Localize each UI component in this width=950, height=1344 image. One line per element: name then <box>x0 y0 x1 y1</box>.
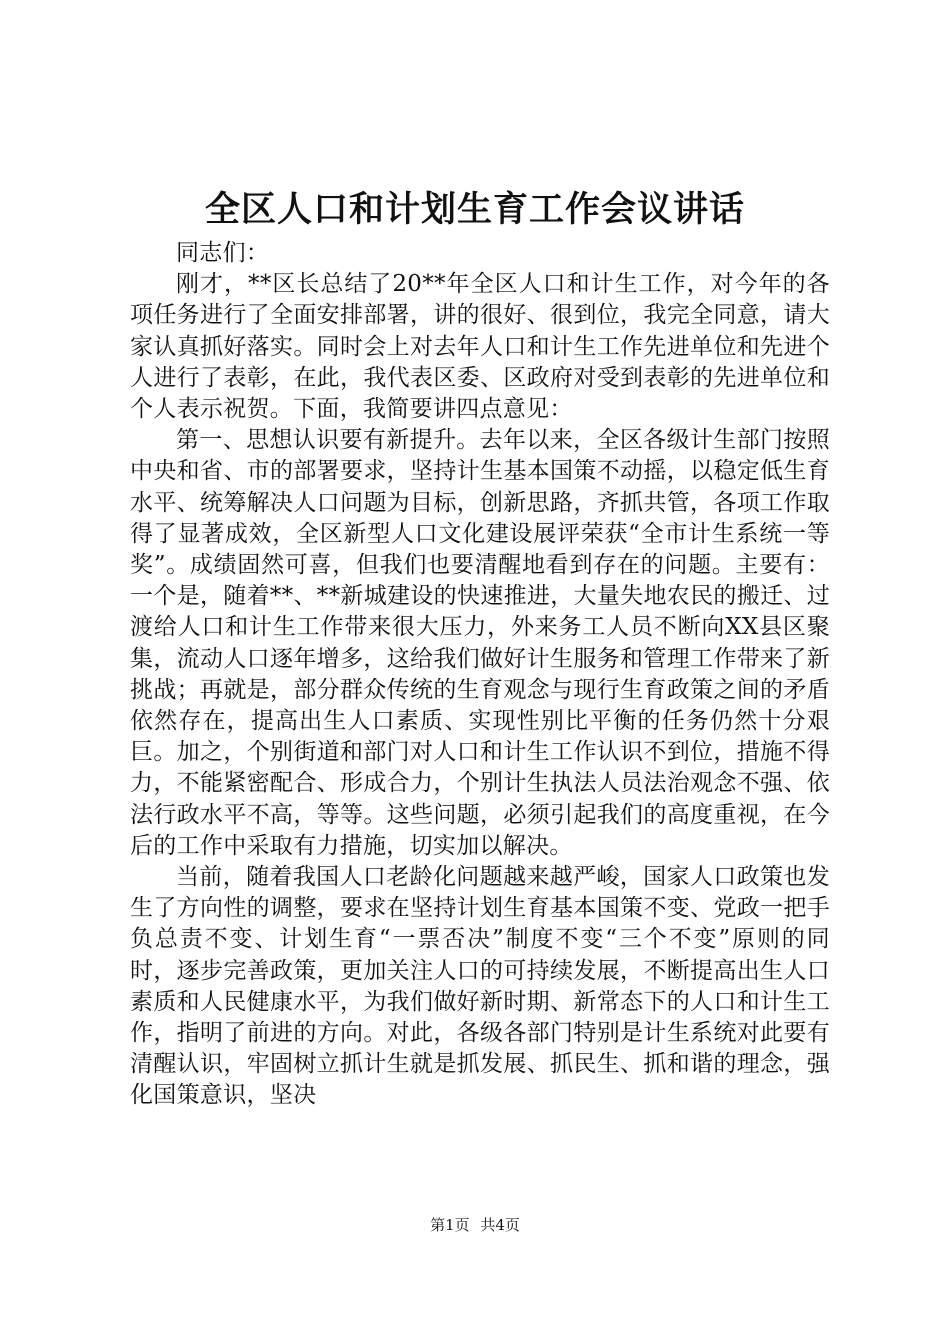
paragraph-3: 当前，随着我国人口老龄化问题越来越严峻，国家人口政策也发生了方向性的调整，要求在坚持计划生育基本国策不变、党政一把手负总责不变、计划生育“一票否决”制度不变“三个不变”原则的同时，逐步完善政策，更加关注人口的可持续发展，不断提高出生人口素质和人民健康水平，为我们做好新时期、新常态下的人口和计生工作，指明了前进的方向。对此，各级各部门特别是计生系统对此要有清醒认识，牢固树立抓计生就是抓发展、抓民生、抓和谐的理念，强化国策意识，坚决 <box>130 864 830 1109</box>
page-number: 第1页 <box>430 1216 470 1234</box>
document-body <box>130 238 830 1112</box>
paragraph-2: 第一、思想认识要有新提升。去年以来，全区各级计生部门按照中央和省、市的部署要求，坚持计生基本国策不动摇，以稳定低生育水平、统筹解决人口问题为目标，创新思路，齐抓共管，各项工作取得了显著成效，全区新型人口文化建设展评荣获“全市计生系统一等奖”。成绩固然可喜，但我们也要清醒地看到存在的问题。主要有：一个是，随着**、**新城建设的快速推进，大量失地农民的搬迁、过渡给人口和计生工作带来很大压力，外来务工人员不断向XX县区聚集，流动人口逐年增多，这给我们做好计生服务和管理工作带来了新挑战；再就是，部分群众传统的生育观念与现行生育政策之间的矛盾依然存在，提高出生人口素质、实现性别比平衡的任务仍然十分艰巨。加之，个别街道和部门对人口和计生工作认识不到位，措施不得力，不能紧密配合、形成合力，个别计生执法人员法治观念不强、依法行政水平不高，等等。这些问题，必须引起我们的高度重视，在今后的工作中采取有力措施，切实加以解决。 <box>130 427 830 859</box>
page-footer <box>0 1214 950 1236</box>
salutation: 同志们： <box>176 240 270 266</box>
document-title: 全区人口和计划生育工作会议讲话 <box>204 189 745 230</box>
paragraph-1: 刚才，**区长总结了20**年全区人口和计生工作，对今年的各项任务进行了全面安排部署，讲的很好、很到位，我完全同意，请大家认真抓好落实。同时会上对去年人口和计生工作先进单位和先进个人进行了表彰，在此，我代表区委、区政府对受到表彰的先进单位和个人表示祝贺。下面，我简要讲四点意见： <box>130 271 830 423</box>
page-total: 共4页 <box>480 1216 520 1234</box>
